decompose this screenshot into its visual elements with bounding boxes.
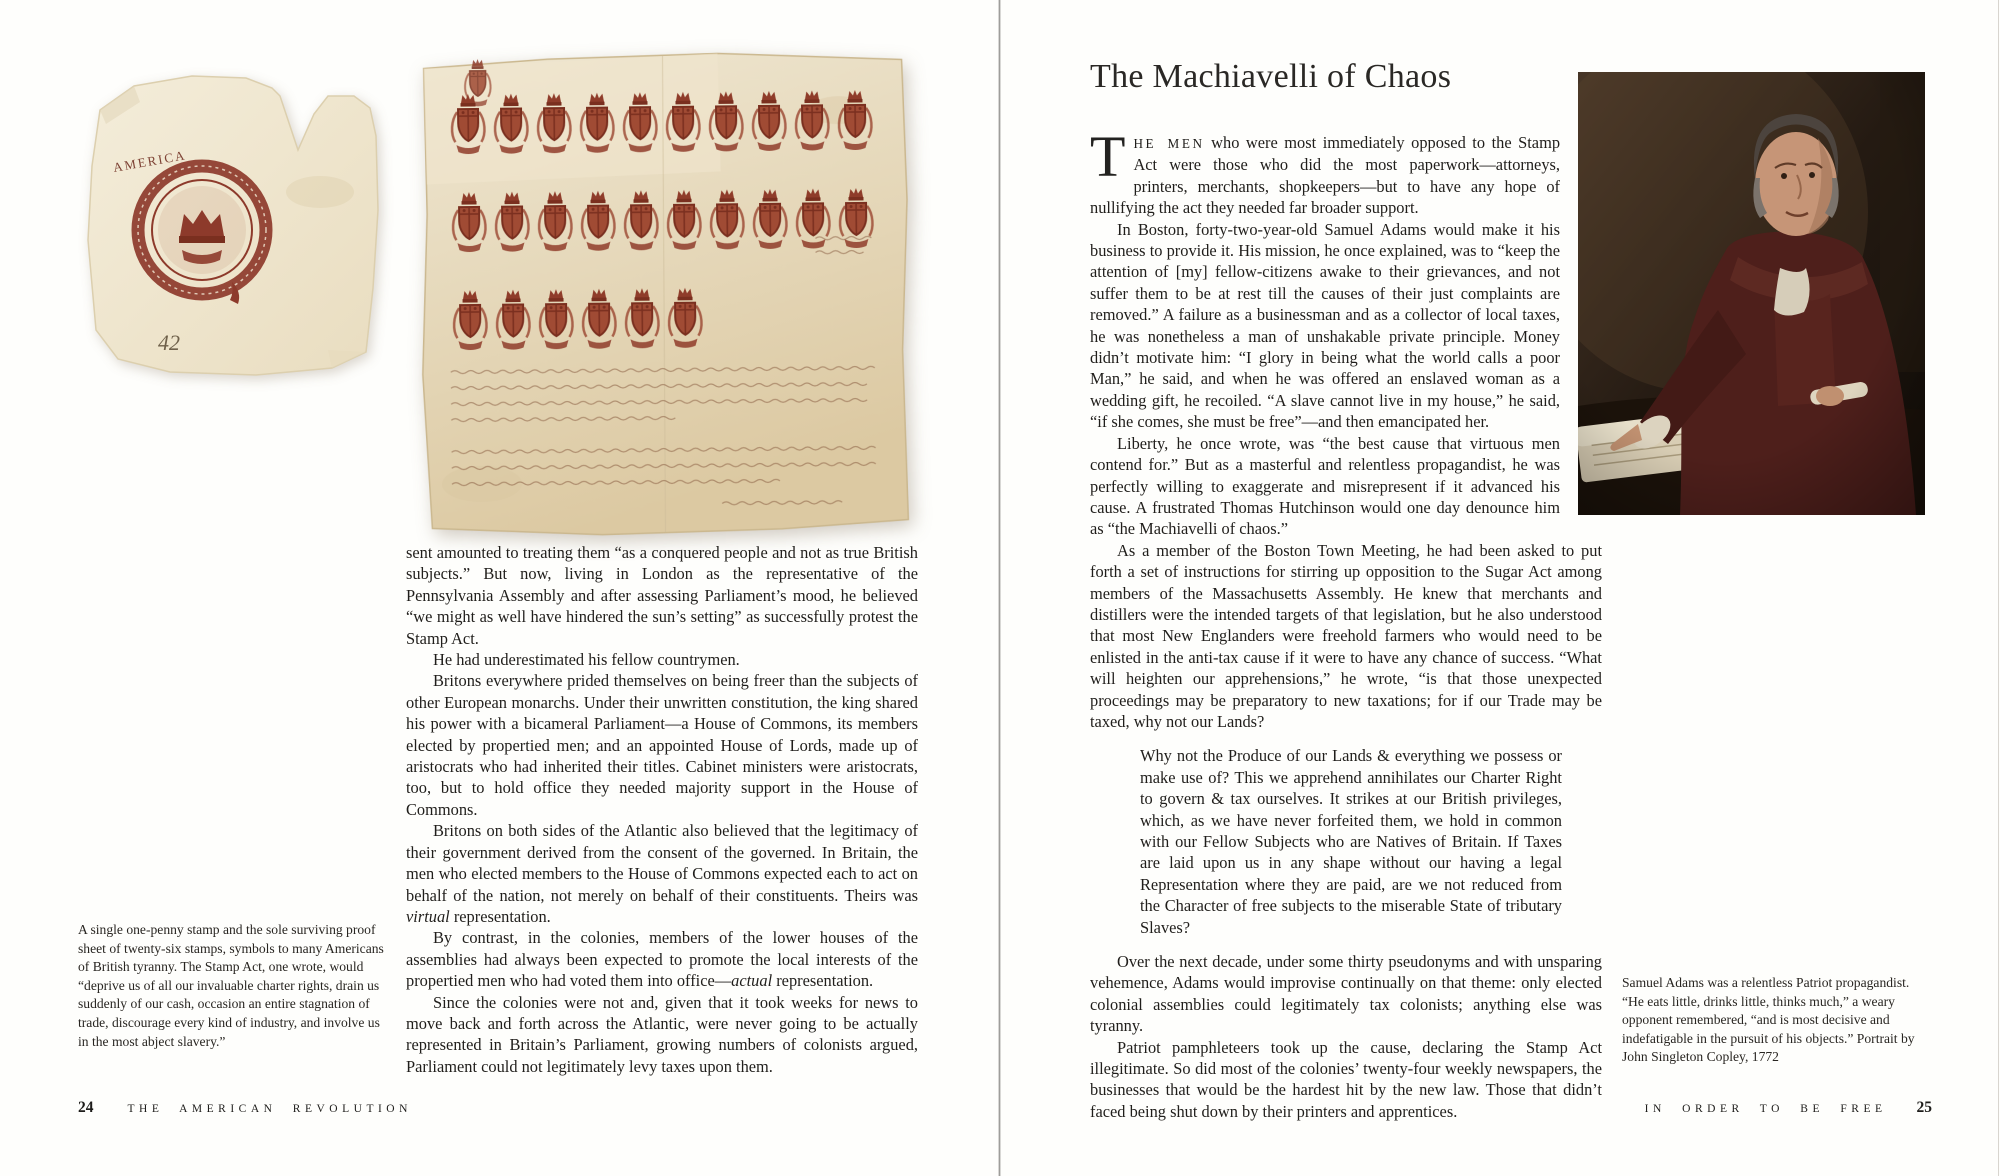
chapter-title: The Machiavelli of Chaos — [1090, 58, 1452, 95]
right-caption: Samuel Adams was a relentless Patriot propagandist. “He eats little, drinks little, thinks much,” a weary opponent remembered, “and is most decisive and indefatigable in the pursuit of his objects.” Portrait by John Singleton Copley, 1772 — [1622, 975, 1915, 1065]
small-caps-lead: HE MEN — [1133, 136, 1205, 151]
opening-text: who were most immediately opposed to the Stamp Act were those who did the most paperwork—attorneys, printers, merchants, shopkeepers—but to have any hope of nullifying the act they needed far broader support. — [1090, 133, 1561, 218]
paragraph: In Boston, forty-two-year-old Samuel Adams would make it his business to provide it. His mission, he once explained, was to “keep the attention of [my] fellow-citizens awake to their grievances, and not suffer them to be at rest till the causes of their just complaints are removed.” A failure as a businessman and as a collector of local taxes, he was nonetheless a man of unshakable private principle. Money didn’t motivate him: “I glory in being what the world calls a poor Man,” he said, and when he was offered an enslaved woman as a wedding gift, he recoiled. “A slave cannot live in my house,” he said, “if she comes, she must be free”—and then emancipated her. — [1090, 219, 1560, 432]
paragraph: Liberty, he once wrote, was “the best cause that virtuous men contend for.” But as a masterful and relentless propagandist, he was perfectly willing to exaggerate and misrepresent if it advanced his cause. A frustrated Thomas Hutchinson would one day denounce him as “the Machiavelli of chaos.” — [1090, 433, 1560, 539]
left-running-head: THE AMERICAN REVOLUTION — [127, 1103, 412, 1115]
paragraph: Britons everywhere prided themselves on being freer than the subjects of other European monarchs. Under their unwritten constitution, the king shared his power with a bicameral Parliament—a House of Commons, its members elected by propertied men; and an appointed House of Lords, made up of aristocrats who had inherited their titles. Cabinet ministers were aristocrats, too, but to hold office they needed majority support in the House of Commons. — [406, 671, 918, 819]
paragraph: By contrast, in the colonies, members of the lower houses of the assemblies had always been expected to promote the local interests of the propertied men who had voted them into office—actual representation. — [406, 928, 918, 991]
paragraph: He had underestimated his fellow countrymen. — [433, 650, 740, 670]
drop-cap: T — [1090, 124, 1126, 189]
america-inscription: AMERICA — [111, 147, 188, 175]
samuel-adams-portrait — [1578, 72, 1925, 515]
block-quote: Why not the Produce of our Lands & everything we possess or make use of? This we apprehend annihilates our Charter Right to govern & tax ourselves. It strikes at our British privileges, which, as we have never forfeited them, we hold in common with our Fellow Subjects who are Natives of Britain. If Taxes are laid upon us in any shape without our having a legal Representation where they are paid, are we not reduced from the Character of free subjects to the miserable State of tributary Slaves? — [1140, 746, 1562, 937]
paragraph: Britons on both sides of the Atlantic also believed that the legitimacy of their government derived from the consent of the governed. In Britain, the men who elected members to the House of Commons expected each to act on behalf of the nation, not merely on behalf of their constituents. Theirs was virtual representation. — [406, 821, 918, 926]
right-page-number: 25 — [1916, 1099, 1932, 1116]
paragraph: Over the next decade, under some thirty pseudonyms and with unsparing vehemence, Adams would improvise continually on that theme: only elected colonial assemblies could legitimately tax colonists; anything else was tyranny. — [1090, 952, 1602, 1036]
left-caption: A single one-penny stamp and the sole surviving proof sheet of twenty-six stamps, symbols to many Americans of British tyranny. The Stamp Act, one wrote, would “deprive us of all our invaluable charter rights, drain us suddenly of our cash, occasion an entire stagnation of trade, discourage every kind of industry, and involve us in the most abject slavery.” — [78, 922, 384, 1049]
penciled-number: 42 — [158, 330, 180, 355]
opening-paragraph — [1090, 124, 1602, 219]
paragraph: sent amounted to treating them “as a conquered people and not as true British subjects.” But now, living in London as the representative of the Pennsylvania Assembly and after assessing Parliament’s mood, he believed “we might as well have hindered the sun’s setting” as successfully protest the Stamp Act. — [406, 543, 918, 648]
paragraph: Since the colonies were not and, given that it took weeks for news to move back and forth across the Atlantic, were never going to be actually represented in Britain’s Parliament, growing numbers of colonists argued, Parliament could not legitimately levy taxes upon them. — [406, 992, 918, 1076]
left-page-number: 24 — [78, 1099, 94, 1116]
right-folio — [1090, 1099, 1932, 1117]
right-body-text — [1090, 124, 1602, 1122]
paragraph: Patriot pamphleteers took up the cause, declaring the Stamp Act illegitimate. So did most of the colonies’ twenty-four weekly newspapers, the businesses that would be the hardest hit by the new law. Those that didn’t faced being shut down by their printers and apprentices. — [1090, 1037, 1602, 1121]
right-running-head: IN ORDER TO BE FREE — [1644, 1103, 1887, 1115]
paragraph: As a member of the Boston Town Meeting, he had been asked to put forth a set of instructions for stirring up opposition to the Sugar Act among members of the Massachusetts Assembly. He knew that merchants and distillers were the intended targets of that legislation, but he also understood that most New Englanders were freehold farmers who would need to be enlisted in the anti-tax cause if it were to have any chance of success. “What will heighten our apprehensions,” he wrote, “is that those unexpected proceedings may be preparatory to new taxations; for if our Trade may be taxed, why not our Lands? — [1090, 540, 1602, 731]
portrait-wrap-spacer — [1560, 132, 1602, 528]
